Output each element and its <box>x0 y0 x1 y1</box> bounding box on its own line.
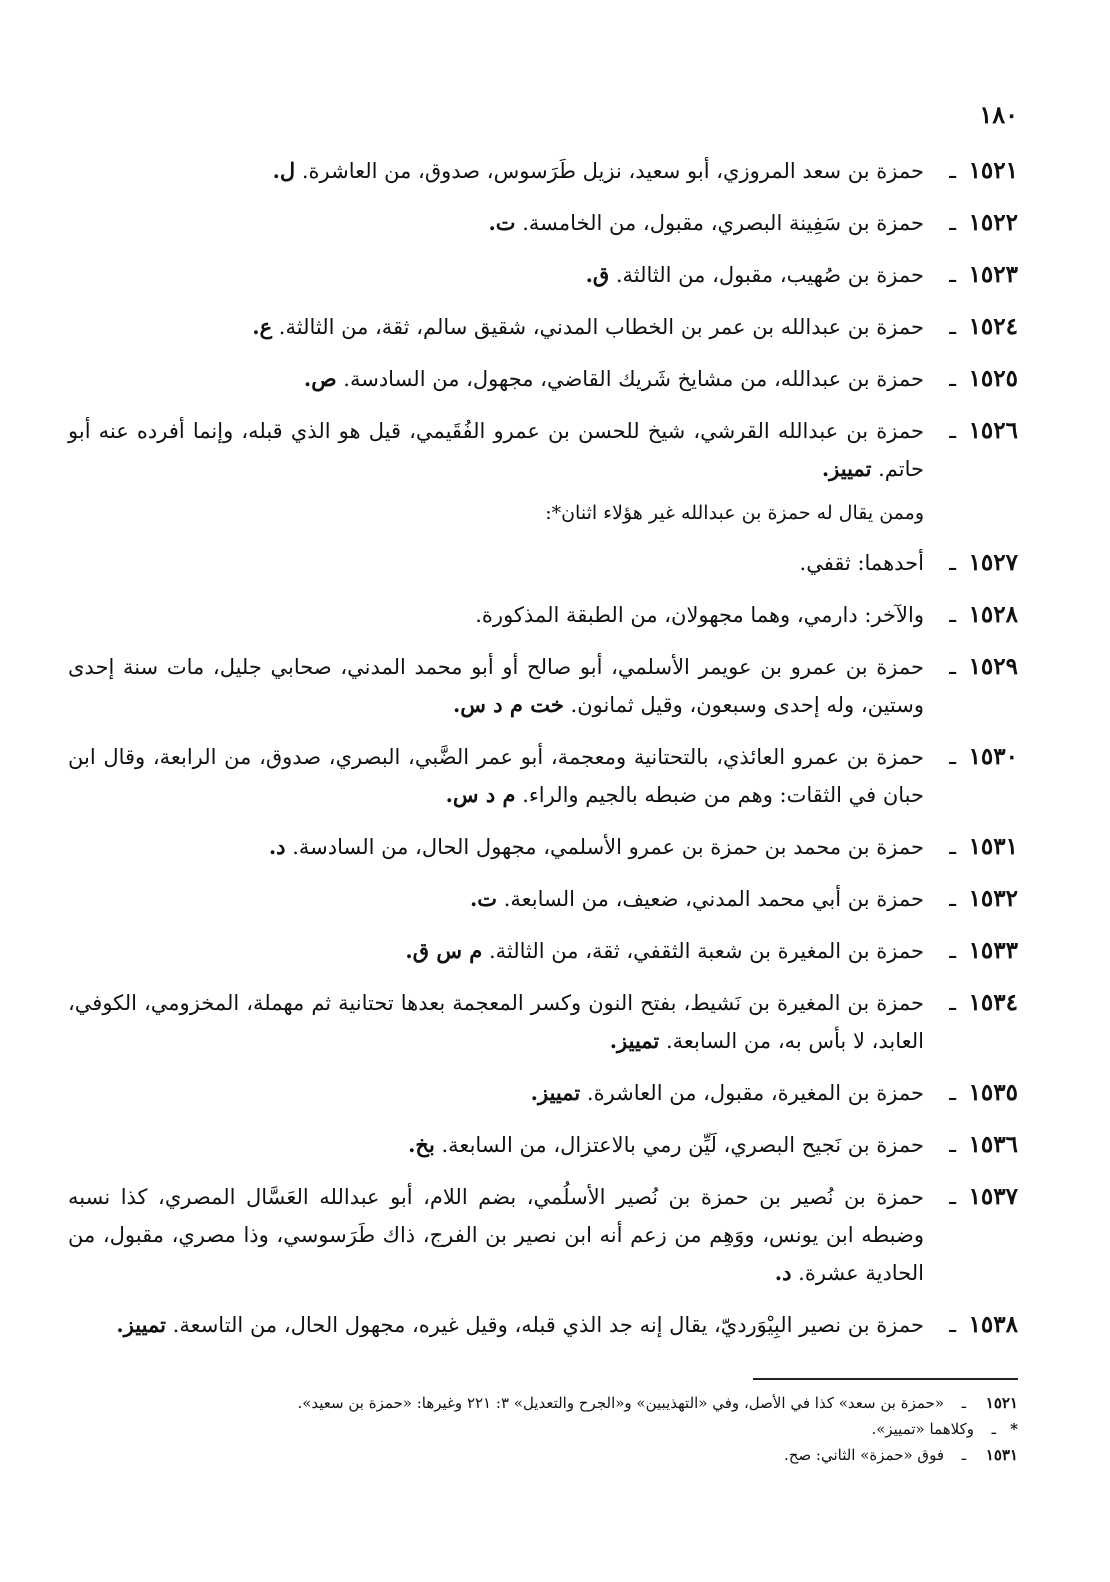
entry-dash: ـ <box>949 602 956 628</box>
entry-text <box>68 738 924 814</box>
entry-body: حمزة بن سَفِينة البصري، مقبول، من الخامسة. <box>522 211 924 235</box>
entry-text <box>68 544 924 582</box>
entry-dash: ـ <box>949 1080 956 1106</box>
entry-body: حمزة بن عمرو بن عويمر الأسلمي، أبو صالح أو أبو محمد المدني، صحابي جليل، مات سنة إحدى وستين، وله إحدى وسبعون، وقيل ثمانون. <box>68 655 924 717</box>
entry-body: حمزة بن نُصير بن حمزة بن نُصير الأسلُمي، بضم اللام، أبو عبدالله العَسَّال المصري، كذا نسبه وضبطه ابن يونس، ووَهِم من زعم أنه ابن نصير بن الفرج، ذاك طَرَسوسي، وذا مصري، مقبول، من الحادية عشرة. <box>68 1185 924 1285</box>
entry-text <box>68 412 924 488</box>
entry-row <box>68 1178 1018 1292</box>
entry-codes: ت. <box>488 210 516 235</box>
entry-dash: ـ <box>949 990 956 1016</box>
entry-number: ١٥٢٧ <box>968 549 1018 576</box>
entry-text <box>68 984 924 1060</box>
entry-codes: د. <box>774 1260 792 1285</box>
entry-text <box>68 152 924 190</box>
entry-number: ١٥٢٩ <box>968 653 1018 680</box>
entry-dash: ـ <box>949 744 956 770</box>
entry-row <box>68 738 1018 814</box>
entry-body: حمزة بن عبدالله القرشي، شيخ للحسن بن عمرو الفُقَيمي، قيل هو الذي قبله، وإنما أفرده عنه أبو حاتم. <box>68 419 924 481</box>
entry-body: حمزة بن المغيرة بن نَشيط، بفتح النون وكسر المعجمة بعدها تحتانية ثم مهملة، المخزومي، الكوفي، العابد، لا بأس به، من السابعة. <box>68 991 924 1053</box>
entry-body: حمزة بن صُهيب، مقبول، من الثالثة. <box>615 263 924 287</box>
footnotes-list <box>68 1390 1018 1468</box>
entry-dash: ـ <box>949 938 956 964</box>
entry-text <box>68 596 924 634</box>
entry-number: ١٥٣٥ <box>968 1079 1018 1106</box>
entry-text <box>68 880 924 918</box>
entry-row <box>68 544 1018 582</box>
entry-codes: تمييز. <box>821 456 872 481</box>
entry-number: ١٥٣٧ <box>968 1183 1018 1210</box>
entry-row <box>68 1126 1018 1164</box>
page-number: ١٨٠ <box>979 100 1018 129</box>
entry-codes: تمييز. <box>116 1312 166 1337</box>
entry-number: ١٥٣١ <box>968 833 1018 860</box>
entries-list <box>68 152 1018 1358</box>
entry-number: ١٥٢٨ <box>968 601 1018 628</box>
entry-number: ١٥٣٢ <box>968 885 1018 912</box>
entry-text <box>68 256 924 294</box>
entry-codes: م س ق. <box>405 938 483 963</box>
entry-row <box>68 880 1018 918</box>
entry-dash: ـ <box>949 262 956 288</box>
entry-codes: ق. <box>585 262 610 287</box>
footnote-ref: ١٥٣١ <box>985 1446 1018 1464</box>
entry-text <box>68 1178 924 1292</box>
footnote-text: وكلاهما «تمييز». <box>871 1420 974 1438</box>
footnote-dash: ـ <box>961 1394 966 1412</box>
footnote <box>68 1442 1018 1468</box>
entry-row <box>68 360 1018 398</box>
entry-codes: بخ. <box>408 1132 435 1157</box>
entry-number: ١٥٢٢ <box>968 209 1018 236</box>
entry-dash: ـ <box>949 1184 956 1210</box>
footnote-text: فوق «حمزة» الثاني: صح. <box>783 1446 944 1464</box>
entry-body: أحدهما: ثقفي. <box>799 551 924 575</box>
entry-codes: خت م د س. <box>452 692 564 717</box>
entry-number: ١٥٣٣ <box>968 937 1018 964</box>
entry-text <box>68 932 924 970</box>
entry-dash: ـ <box>949 886 956 912</box>
entry-dash: ـ <box>949 366 956 392</box>
entry-row <box>68 596 1018 634</box>
entry-number: ١٥٣٦ <box>968 1131 1018 1158</box>
entry-number: ١٥٢٥ <box>968 365 1018 392</box>
entry-row <box>68 152 1018 190</box>
footnote-ref: ١٥٢١ <box>985 1394 1018 1412</box>
entry-body: حمزة بن عبدالله، من مشايخ شَريك القاضي، مجهول، من السادسة. <box>343 367 924 391</box>
footnote <box>68 1390 1018 1416</box>
entry-row <box>68 412 1018 488</box>
footnote-dash: ـ <box>961 1446 966 1464</box>
entry-body: والآخر: دارمي، وهما مجهولان، من الطبقة المذكورة. <box>475 603 924 627</box>
entry-dash: ـ <box>949 418 956 444</box>
entry-dash: ـ <box>949 210 956 236</box>
entry-dash: ـ <box>949 1312 956 1338</box>
entry-note: وممن يقال له حمزة بن عبدالله غير هؤلاء اثنان*: <box>545 502 924 524</box>
entry-text <box>68 648 924 724</box>
entry-dash: ـ <box>949 158 956 184</box>
entry-text <box>68 360 924 398</box>
entry-number: ١٥٣٨ <box>968 1311 1018 1338</box>
footnote-text: «حمزة بن سعد» كذا في الأصل، وفي «التهذيبين» و«الجرح والتعديل» ٣: ٢٢١ وغيرها: «حمزة بن سعيد». <box>297 1394 944 1412</box>
entry-codes: تمييز. <box>609 1028 660 1053</box>
entry-row <box>68 828 1018 866</box>
entry-row <box>68 932 1018 970</box>
entry-dash: ـ <box>949 314 956 340</box>
entry-row <box>68 648 1018 724</box>
entry-body: حمزة بن محمد بن حمزة بن عمرو الأسلمي، مجهول الحال، من السادسة. <box>292 835 924 859</box>
entry-row <box>68 984 1018 1060</box>
entry-text <box>68 1306 924 1344</box>
entry-text <box>68 828 924 866</box>
footnote <box>68 1416 1018 1442</box>
entry-dash: ـ <box>949 654 956 680</box>
entry-body: حمزة بن المغيرة، مقبول، من العاشرة. <box>586 1081 924 1105</box>
entry-number: ١٥٢٤ <box>968 313 1018 340</box>
entry-codes: ل. <box>272 158 296 183</box>
entry-number: ١٥٢٦ <box>968 417 1018 444</box>
entry-codes: م د س. <box>445 782 516 807</box>
entry-text <box>68 308 924 346</box>
entry-dash: ـ <box>949 834 956 860</box>
footnote-dash: ـ <box>991 1420 996 1438</box>
entry-row <box>68 1306 1018 1344</box>
entry-text <box>68 1126 924 1164</box>
entry-row <box>68 308 1018 346</box>
entry-number: ١٥٣٠ <box>968 743 1018 770</box>
entry-body: حمزة بن أبي محمد المدني، ضعيف، من السابعة. <box>503 887 924 911</box>
entry-codes: ت. <box>469 886 498 911</box>
entry-body: حمزة بن المغيرة بن شعبة الثقفي، ثقة، من الثالثة. <box>488 939 924 963</box>
entry-codes: تمييز. <box>530 1080 581 1105</box>
entry-number: ١٥٣٤ <box>968 989 1018 1016</box>
entry-text <box>68 1074 924 1112</box>
footnote-separator <box>753 1378 1018 1380</box>
entry-row <box>68 204 1018 242</box>
entry-text <box>68 204 924 242</box>
footnote-ref: * <box>1010 1420 1018 1438</box>
entry-dash: ـ <box>949 1132 956 1158</box>
entry-codes: ص. <box>303 366 337 391</box>
entry-number: ١٥٢١ <box>968 157 1018 184</box>
entry-body: حمزة بن عبدالله بن عمر بن الخطاب المدني، شقيق سالم، ثقة، من الثالثة. <box>278 315 924 339</box>
entry-codes: ع. <box>252 314 273 339</box>
entry-body: حمزة بن نصير البِيْوَرديّ، يقال إنه جد الذي قبله، وقيل غيره، مجهول الحال، من التاسعة. <box>172 1313 924 1337</box>
entry-row <box>68 1074 1018 1112</box>
entry-body: حمزة بن سعد المروزي، أبو سعيد، نزيل طَرَسوس، صدوق، من العاشرة. <box>301 159 924 183</box>
entry-dash: ـ <box>949 550 956 576</box>
entry-number: ١٥٢٣ <box>968 261 1018 288</box>
entry-body: حمزة بن عمرو العائذي، بالتحتانية ومعجمة، أبو عمر الضَّبي، البصري، صدوق، من الرابعة، وقال ابن حبان في الثقات: وهم من ضبطه بالجيم والراء. <box>68 745 924 807</box>
entry-codes: د. <box>268 834 286 859</box>
entry-body: حمزة بن نَجيح البصري، لَيِّن رمي بالاعتزال، من السابعة. <box>441 1133 924 1157</box>
entry-row <box>68 256 1018 294</box>
